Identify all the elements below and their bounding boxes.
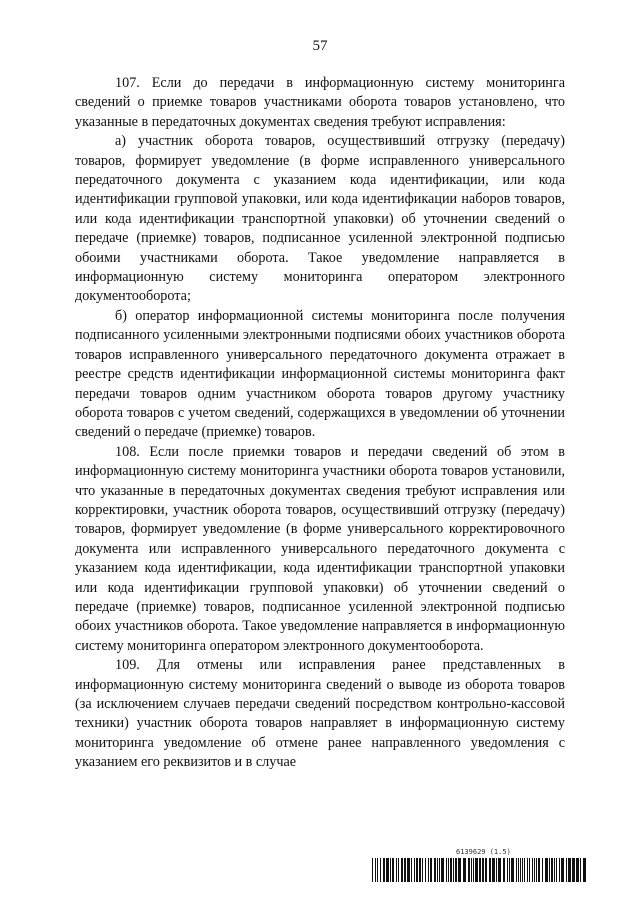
barcode xyxy=(372,858,590,882)
paragraph-108: 108. Если после приемки товаров и передачи сведений об этом в информационную систему мониторинга участники оборота товаров установили, что указанные в передаточных документах сведения требуют исправления или корректировки, участник оборота товаров, осуществивший отгрузку (передачу) товаров, формирует уведомление (в форме универсального корректировочного документа или исправленного универсального передаточного документа с указанием кода идентификации, кода идентификации транспортной упаковки или кода идентификации групповой упаковки) об уточнении сведений о передаче (приемке) товаров, подписанное усиленной электронной подписью обоих участников оборота. Такое уведомление направляется в информационную систему мониторинга оператором электронного документооборота. xyxy=(75,443,565,654)
document-body xyxy=(75,74,565,773)
page-number: 57 xyxy=(312,38,328,54)
paragraph-109: 109. Для отмены или исправления ранее представленных в информационную систему мониторинга сведений о выводе из оборота товаров (за исключением случаев передачи сведений посредством контрольно-кассовой техники) участник оборота товаров направляет в информационную систему мониторинга уведомление об отмене ранее направленного уведомления с указанием его реквизитов и в случае xyxy=(75,657,565,771)
paragraph-107-a: а) участник оборота товаров, осуществивший отгрузку (передачу) товаров, формирует уведомление (в форме исправленного универсального передаточного документа с указанием кода идентификации, или кода идентификации групповой упаковки, или кода идентификации наборов товаров, или кода идентификации транспортной упаковки) об уточнении сведений о передаче (приемке) товаров, подписанное усиленной электронной подписью обоими участниками оборота. Такое уведомление направляется в информационную систему мониторинга оператором электронного документооборота; xyxy=(75,133,565,305)
paragraph-107-b: б) оператор информационной системы мониторинга после получения подписанного усиленными электронными подписями обоих участников оборота товаров исправленного универсального передаточного документа отражает в реестре средств идентификации информационной системы мониторинга факт передачи товаров одним участником оборота товаров другому участнику оборота товаров с учетом сведений, содержащихся в уведомлении об уточнении сведений о передаче (приемке) товаров. xyxy=(75,307,565,441)
footer-code: 6139629 (1.5) xyxy=(456,848,511,856)
paragraph-107: 107. Если до передачи в информационную систему мониторинга сведений о приемке товаров участниками оборота товаров установлено, что указанные в передаточных документах сведения требуют исправления: xyxy=(75,75,565,130)
